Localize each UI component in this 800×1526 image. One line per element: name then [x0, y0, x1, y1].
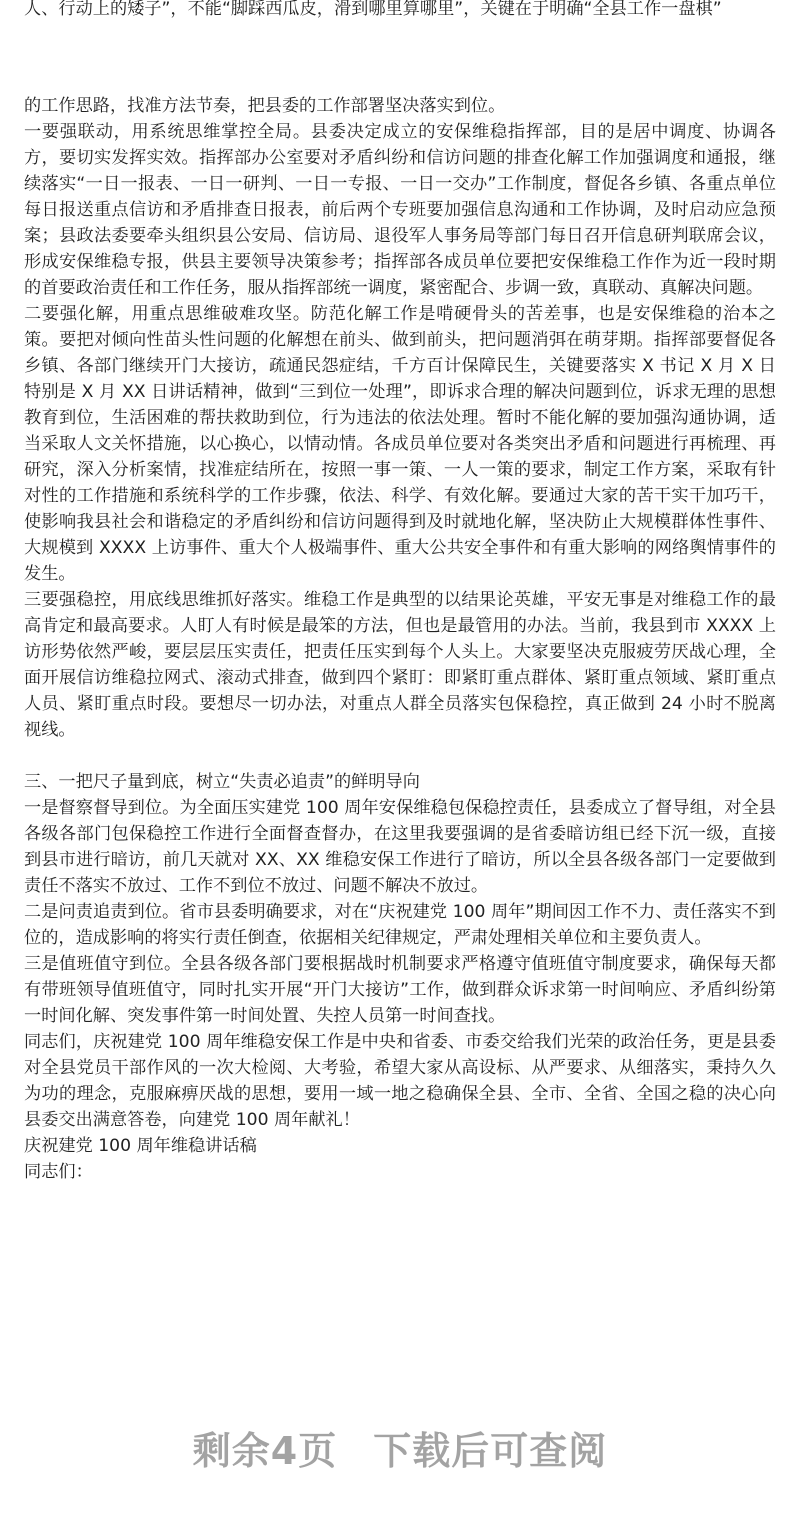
document-body: [24, 93, 776, 1185]
paragraph: 的工作思路，找准方法节奏，把县委的工作部署坚决落实到位。: [24, 96, 506, 116]
paragraph: 三要强稳控，用底线思维抓好落实。维稳工作是典型的以结果论英雄，平安无事是对维稳工作的最高肯定和最高要求。人盯人有时候是最笨的方法，但也是最管用的办法。当前，我县到市 XXXX 上访形势依然严峻，要层层压实责任，把责任压实到每个人头上。大家要坚决克服疲劳厌战心理，全面开展信访维稳拉网式、滚动式排查，做到四个紧盯：即紧盯重点群体、紧盯重点领域、紧盯重点人员、紧盯重点时段。要想尽一切办法，对重点人群全员落实包保稳控，真正做到 24 小时不脱离视线。: [24, 590, 776, 740]
document-title-line: 庆祝建党 100 周年维稳讲话稿: [24, 1136, 257, 1156]
paragraph: 人、行动上的矮子”，不能“脚踩西瓜皮，滑到哪里算哪里”，关键在于明确“全县工作一盘棋”: [24, 0, 722, 19]
paragraph: 一是督察督导到位。为全面压实建党 100 周年安保维稳包保稳控责任，县委成立了督导组，对全县各级各部门包保稳控工作进行全面督查督办，在这里我要强调的是省委暗访组已经下沉一级，直接到县市进行暗访，前几天就对 XX、XX 维稳安保工作进行了暗访，所以全县各级各部门一定要做到责任不落实不放过、工作不到位不放过、问题不解决不放过。: [24, 798, 776, 896]
salutation: 同志们：: [24, 1162, 93, 1182]
blank-line: [24, 743, 776, 769]
paragraph: 二是问责追责到位。省市县委明确要求，对在“庆祝建党 100 周年”期间因工作不力、责任落实不到位的，造成影响的将实行责任倒查，依据相关纪律规定，严肃处理相关单位和主要负责人。: [24, 902, 776, 948]
paragraph: 二要强化解，用重点思维破难攻坚。防范化解工作是啃硬骨头的苦差事，也是安保维稳的治本之策。要把对倾向性苗头性问题的化解想在前头、做到前头，把问题消弭在萌芽期。指挥部要督促各乡镇、各部门继续开门大接访，疏通民怨症结，千方百计保障民生，关键要落实 X 书记 X 月 X 日特别是 X 月 XX 日讲话精神，做到“三到位一处理”，即诉求合理的解决问题到位，诉求无理的思想教育到位，生活困难的帮扶救助到位，行为违法的依法处理。暂时不能化解的要加强沟通协调，适当采取人文关怀措施，以心换心，以情动情。各成员单位要对各类突出矛盾和问题进行再梳理、再研究，深入分析案情，找准症结所在，按照一事一策、一人一策的要求，制定工作方案，采取有针对性的工作措施和系统科学的工作步骤，依法、科学、有效化解。要通过大家的苦干实干加巧干，使影响我县社会和谐稳定的矛盾纠纷和信访问题得到及时就地化解，坚决防止大规模群体性事件、大规模到 XXXX 上访事件、重大个人极端事件、重大公共安全事件和有重大影响的网络舆情事件的发生。: [24, 304, 776, 584]
section-heading: 三、一把尺子量到底，树立“失责必追责”的鲜明导向: [24, 772, 420, 792]
paragraph: 三是值班值守到位。全县各级各部门要根据战时机制要求严格遵守值班值守制度要求，确保每天都有带班领导值班值守，同时扎实开展“开门大接访”工作，做到群众诉求第一时间响应、矛盾纠纷第一时间化解、突发事件第一时间处置、失控人员第一时间查找。: [24, 954, 776, 1026]
document-top-fragment: [24, 0, 776, 22]
download-prompt[interactable]: [0, 1420, 800, 1475]
paragraph: 一要强联动，用系统思维掌控全局。县委决定成立的安保维稳指挥部，目的是居中调度、协调各方，要切实发挥实效。指挥部办公室要对矛盾纠纷和信访问题的排查化解工作加强调度和通报，继续落实“一日一报表、一日一研判、一日一专报、一日一交办”工作制度，督促各乡镇、各重点单位每日报送重点信访和矛盾排查日报表，前后两个专班要加强信息沟通和工作协调，及时启动应急预案；县政法委要牵头组织县公安局、信访局、退役军人事务局等部门每日召开信息研判联席会议，形成安保维稳专报，供县主要领导决策参考；指挥部各成员单位要把安保维稳工作作为近一段时期的首要政治责任和工作任务，服从指挥部统一调度，紧密配合、步调一致，真联动、真解决问题。: [24, 122, 776, 298]
remaining-pages-label: 剩余4页: [192, 1429, 338, 1473]
download-to-view-label: 下载后可查阅: [373, 1429, 608, 1473]
paragraph: 同志们，庆祝建党 100 周年维稳安保工作是中央和省委、市委交给我们光荣的政治任务，更是县委对全县党员干部作风的一次大检阅、大考验，希望大家从高设标、从严要求、从细落实，秉持久久为功的理念，克服麻痹厌战的思想，要用一域一地之稳确保全县、全市、全省、全国之稳的决心向县委交出满意答卷，向建党 100 周年献礼！: [24, 1032, 776, 1130]
